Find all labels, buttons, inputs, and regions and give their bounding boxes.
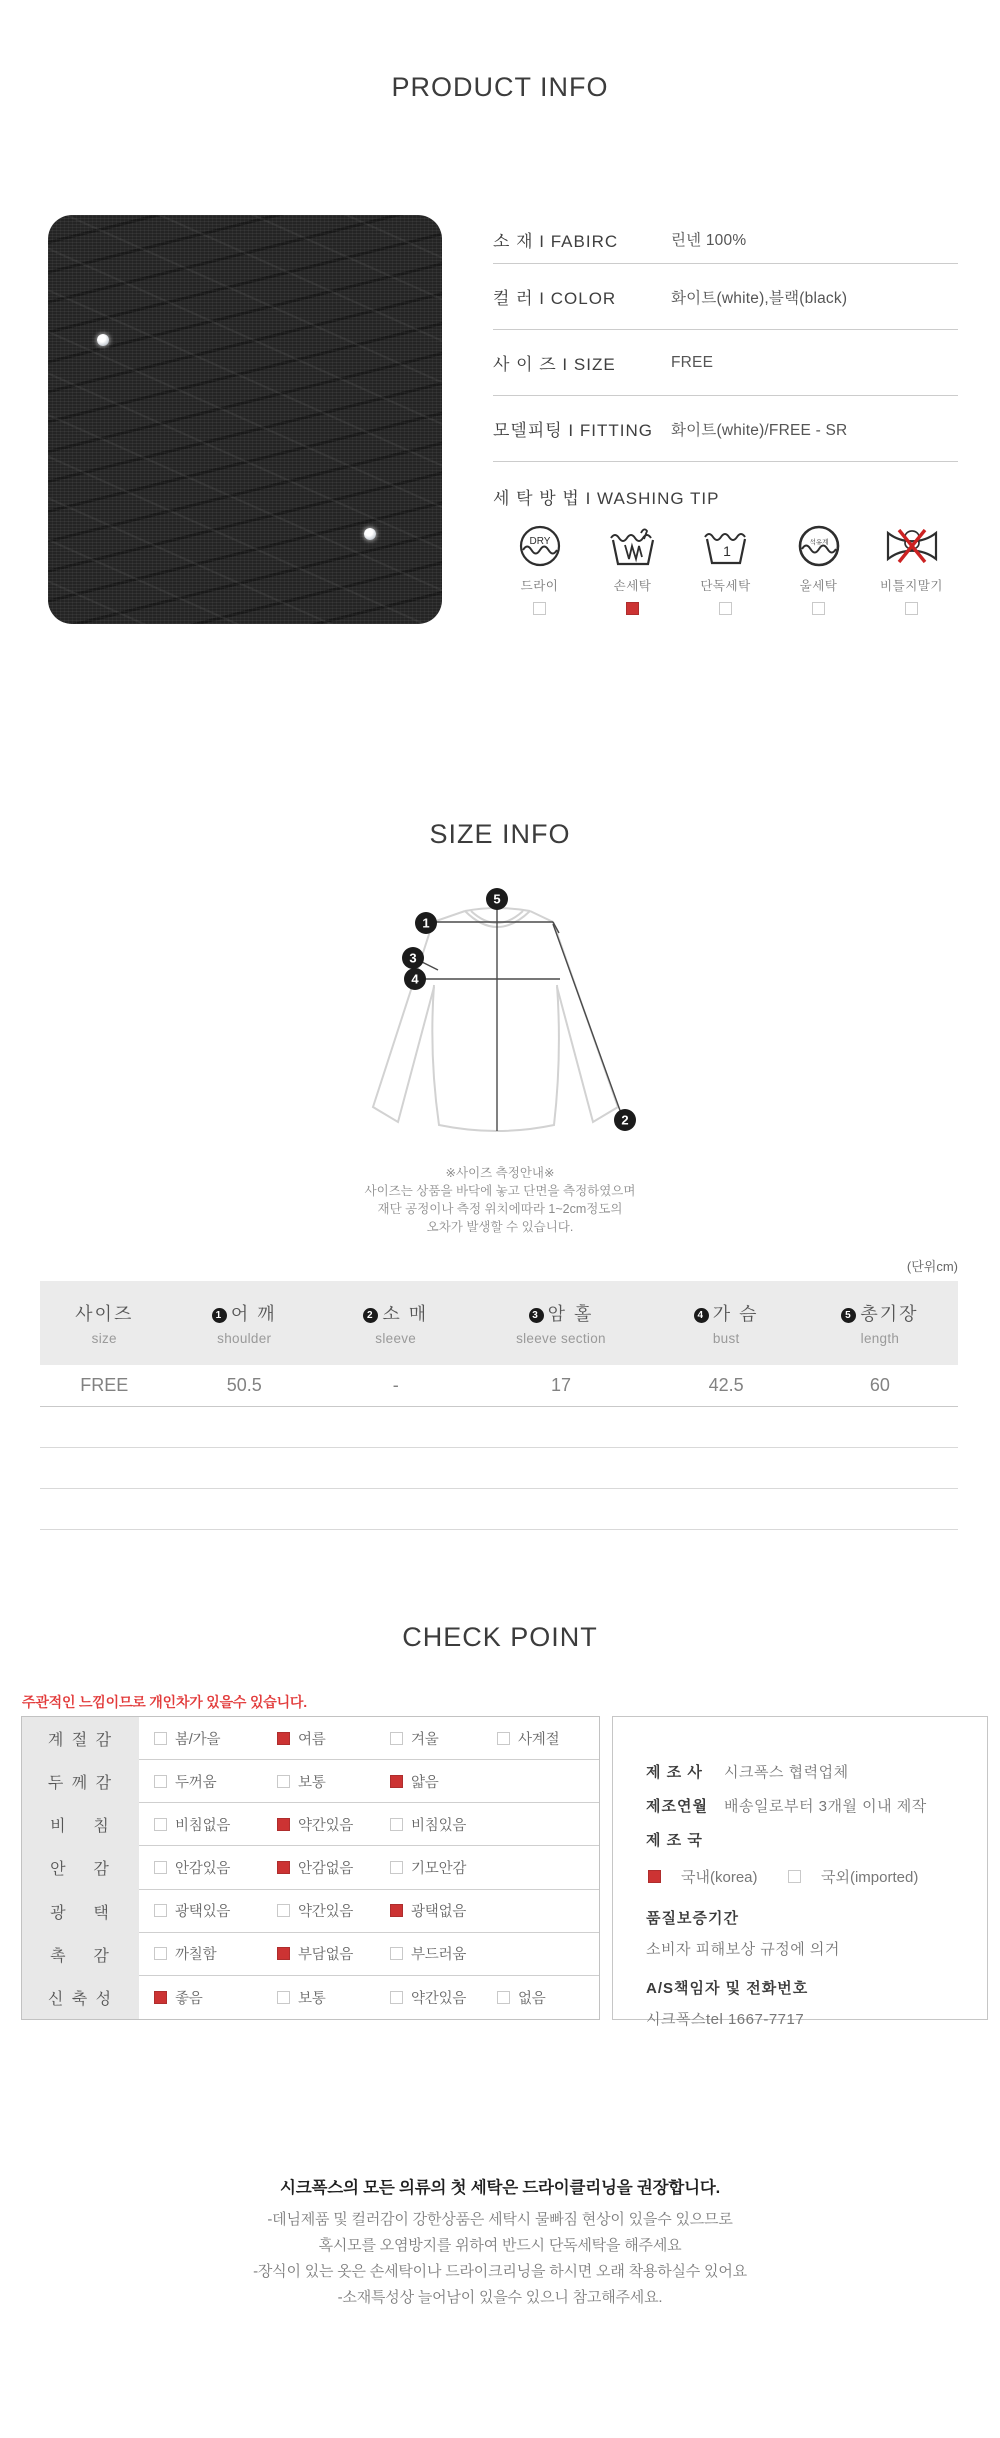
date-value: 배송일로부터 3개월 이내 제작: [724, 1798, 927, 1815]
origin-checkbox: [788, 1870, 801, 1883]
info-label: 사 이 즈 I SIZE: [493, 355, 616, 374]
option-checkbox: [390, 1991, 403, 2004]
option-checkbox: [277, 1732, 290, 1745]
svg-text:DRY: DRY: [529, 536, 550, 547]
maker-row: [646, 1761, 987, 1782]
svg-text:3: 3: [409, 950, 417, 966]
option: 비침있음: [390, 1814, 497, 1835]
option: 약간있음: [277, 1900, 390, 1921]
option: 부담없음: [277, 1943, 390, 1964]
option-checkbox: [154, 1732, 167, 1745]
care-notice-line: -데님제품 및 컬러감이 강한상품은 세탁시 물빠짐 현상이 있을수 있으므로: [267, 2211, 733, 2228]
option: 까칠함: [154, 1943, 277, 1964]
check-point-title: CHECK POINT: [402, 1622, 598, 1652]
care-notice: [0, 2174, 1000, 2311]
option: 겨울: [390, 1728, 497, 1749]
rhinestone-icon: [364, 528, 376, 540]
as-contact-label: A/S책임자 및 전화번호: [646, 1980, 809, 1997]
dry-clean-icon: [517, 523, 563, 569]
info-value: FREE: [671, 353, 714, 371]
length-value: 60: [869, 1375, 890, 1395]
washing-item-label: 비틀지말기: [880, 579, 943, 593]
option: 기모안감: [390, 1857, 497, 1878]
row-label: 안 감: [22, 1846, 139, 1889]
shirt-measurement-diagram: [355, 875, 645, 1150]
checkpoint-row-sheerness: [22, 1803, 599, 1846]
row-label: 촉 감: [22, 1933, 139, 1976]
option: 약간있음: [277, 1814, 390, 1835]
option-checkbox: [154, 1861, 167, 1874]
size-value: FREE: [80, 1375, 129, 1395]
circled-2-icon: 2: [363, 1308, 378, 1323]
date-label: 제조연월: [646, 1798, 708, 1815]
size-table-header: [40, 1281, 958, 1365]
washing-item-handwash: [586, 523, 679, 615]
size-note-line: 재단 공정이나 측정 위치에따라 1~2cm정도의: [377, 1202, 623, 1216]
as-contact-value: 시크폭스tel 1667-7717: [646, 2011, 805, 2028]
origin-domestic: 국내(korea): [648, 1866, 788, 1887]
washing-checkbox: [626, 602, 639, 615]
washing-item-wool: [772, 523, 865, 615]
option: 사계절: [497, 1728, 559, 1749]
option: 얇음: [390, 1771, 497, 1792]
checkpoint-row-texture: [22, 1933, 599, 1976]
bust-col-header: 4 가 슴 bust: [650, 1300, 801, 1346]
washing-item-no-wring: [865, 523, 958, 615]
option-checkbox: [390, 1775, 403, 1788]
svg-text:1: 1: [722, 543, 731, 559]
product-info-table: [493, 215, 958, 624]
size-info-title: SIZE INFO: [429, 819, 571, 849]
row-label: 비 침: [22, 1803, 139, 1846]
option: 없음: [497, 1987, 546, 2008]
info-label: 모델피팅 I FITTING: [493, 421, 653, 440]
care-notice-line: -장식이 있는 옷은 손세탁이나 드라이크리닝을 하시면 오래 착용하실수 있어요: [253, 2263, 747, 2280]
origin-checkbox: [648, 1870, 661, 1883]
size-note-line: 사이즈는 상품을 바닥에 놓고 단면을 측정하였으며: [364, 1184, 636, 1198]
circled-3-icon: 3: [529, 1308, 544, 1323]
checkpoint-row-season: [22, 1717, 599, 1760]
checkpoint-row-gloss: [22, 1890, 599, 1933]
option-checkbox: [277, 1991, 290, 2004]
washing-item-label: 드라이: [520, 579, 559, 593]
info-value: 화이트(white)/FREE - SR: [671, 421, 848, 439]
washing-checkbox: [533, 602, 546, 615]
option: 봄/가을: [154, 1728, 277, 1749]
care-notice-line: 혹시모를 오염방지를 위하여 반드시 단독세탁을 해주세요: [318, 2237, 682, 2254]
washing-checkbox: [812, 602, 825, 615]
empty-table-row: [40, 1407, 958, 1448]
shirt-diagram-svg: [355, 875, 645, 1145]
empty-table-row: [40, 1448, 958, 1489]
sleeve-col-header: 2 소 매 sleeve: [320, 1300, 471, 1346]
armhole-col-header: 3 암 홀 sleeve section: [516, 1304, 606, 1346]
size-table: [40, 1281, 958, 1407]
manufacturer-info-box: [612, 1716, 988, 2028]
row-label: 두 께 감: [22, 1760, 139, 1803]
option-checkbox: [497, 1991, 510, 2004]
info-row-fabric: [493, 215, 958, 264]
bust-value: 42.5: [708, 1375, 744, 1395]
washing-icons-row: [493, 523, 958, 615]
maker-label: 제 조 사: [646, 1764, 703, 1781]
country-label: 제 조 국: [646, 1832, 703, 1849]
size-table-row-free: [40, 1365, 958, 1407]
armhole-value: 17: [550, 1375, 571, 1395]
option-checkbox: [277, 1947, 290, 1960]
origin-imported: 국외(imported): [788, 1866, 928, 1887]
care-notice-headline: 시크폭스의 모든 의류의 첫 세탁은 드라이클리닝을 권장합니다.: [280, 2179, 720, 2197]
washing-item-label: 손세탁: [613, 579, 652, 593]
info-label: 컬 러 I COLOR: [493, 289, 617, 308]
washing-tip-label: 세 탁 방 법 I WASHING TIP: [493, 489, 720, 508]
size-measure-note: [0, 1164, 1000, 1236]
info-value: 화이트(white),블랙(black): [671, 289, 848, 307]
shoulder-value: 50.5: [226, 1375, 262, 1395]
washing-item-dry: [493, 523, 586, 615]
option: 비침없음: [154, 1814, 277, 1835]
option: 안감없음: [277, 1857, 390, 1878]
info-row-color: [493, 264, 958, 330]
checkpoint-row-stretch: [22, 1976, 599, 2019]
washing-checkbox: [905, 602, 918, 615]
country-row: [646, 1829, 987, 1850]
subjective-feel-note: 주관적인 느낌이므로 개인차가 있을수 있습니다.: [22, 1694, 307, 1710]
option-checkbox: [390, 1861, 403, 1874]
option-checkbox: [390, 1732, 403, 1745]
option: 여름: [277, 1728, 390, 1749]
rhinestone-icon: [97, 334, 109, 346]
option-checkbox: [390, 1818, 403, 1831]
svg-text:5: 5: [493, 891, 501, 907]
option-checkbox: [277, 1861, 290, 1874]
option-checkbox: [277, 1904, 290, 1917]
warranty-label: 품질보증기간: [646, 1910, 739, 1927]
svg-text:2: 2: [621, 1112, 629, 1128]
sleeve-value: -: [392, 1375, 399, 1395]
option-checkbox: [277, 1775, 290, 1788]
length-col-header: 5 총기장 length: [802, 1300, 958, 1346]
washing-item-separate: [679, 523, 772, 615]
option-checkbox: [390, 1904, 403, 1917]
washing-item-label: 단독세탁: [700, 579, 751, 593]
size-col-header: 사이즈 size: [75, 1304, 134, 1346]
product-section: [48, 215, 958, 624]
shoulder-col-header: 1 어 깨 shoulder: [169, 1300, 320, 1346]
option-checkbox: [154, 1904, 167, 1917]
checkpoint-row-thickness: [22, 1760, 599, 1803]
circled-1-icon: 1: [212, 1308, 227, 1323]
size-note-title: ※사이즈 측정안내※: [445, 1166, 555, 1180]
circled-5-icon: 5: [841, 1308, 856, 1323]
info-row-fitting: [493, 396, 958, 462]
option: 약간있음: [390, 1987, 497, 2008]
separate-wash-icon: [702, 523, 750, 569]
info-value: 린넨 100%: [671, 232, 747, 249]
warranty-value: 소비자 피해보상 규정에 의거: [646, 1941, 840, 1958]
option: 두꺼움: [154, 1771, 277, 1792]
washing-checkbox: [719, 602, 732, 615]
row-label: 신 축 성: [22, 1976, 139, 2019]
check-point-area: [0, 1716, 1000, 2046]
maker-value: 시크폭스 협력업체: [724, 1764, 849, 1781]
info-row-size: [493, 330, 958, 396]
svg-text:4: 4: [411, 971, 419, 987]
option-checkbox: [154, 1818, 167, 1831]
option: 보통: [277, 1771, 390, 1792]
option: 안감있음: [154, 1857, 277, 1878]
option: 보통: [277, 1987, 390, 2008]
row-label: 계 절 감: [22, 1717, 139, 1760]
no-wring-icon: [884, 523, 940, 569]
date-row: [646, 1795, 987, 1816]
washing-item-label: 울세탁: [799, 579, 838, 593]
circled-4-icon: 4: [694, 1308, 709, 1323]
empty-table-row: [40, 1489, 958, 1530]
option: 광택있음: [154, 1900, 277, 1921]
option: 광택없음: [390, 1900, 497, 1921]
size-note-line: 오차가 발생할 수 있습니다.: [426, 1220, 574, 1234]
checkpoint-row-lining: [22, 1846, 599, 1889]
svg-text:석유계: 석유계: [809, 539, 828, 546]
care-notice-line: -소재특성상 늘어남이 있을수 있으니 참고해주세요.: [337, 2289, 663, 2306]
option-checkbox: [277, 1818, 290, 1831]
hand-wash-icon: [607, 523, 659, 569]
option-checkbox: [390, 1947, 403, 1960]
check-point-table: [21, 1716, 600, 2020]
option-checkbox: [154, 1947, 167, 1960]
option-checkbox: [497, 1732, 510, 1745]
info-label: 소 재 I FABIRC: [493, 231, 619, 251]
option: 부드러움: [390, 1943, 497, 1964]
washing-section: [493, 462, 958, 615]
option: 좋음: [154, 1987, 277, 2008]
option-checkbox: [154, 1991, 167, 2004]
option-checkbox: [154, 1775, 167, 1788]
origin-options: [648, 1866, 987, 1887]
svg-text:1: 1: [422, 915, 430, 931]
product-info-title: PRODUCT INFO: [391, 72, 609, 102]
wool-wash-icon: [796, 523, 842, 569]
row-label: 광 택: [22, 1890, 139, 1933]
fabric-swatch-image: [48, 215, 442, 624]
unit-label: (단위cm): [906, 1259, 958, 1274]
